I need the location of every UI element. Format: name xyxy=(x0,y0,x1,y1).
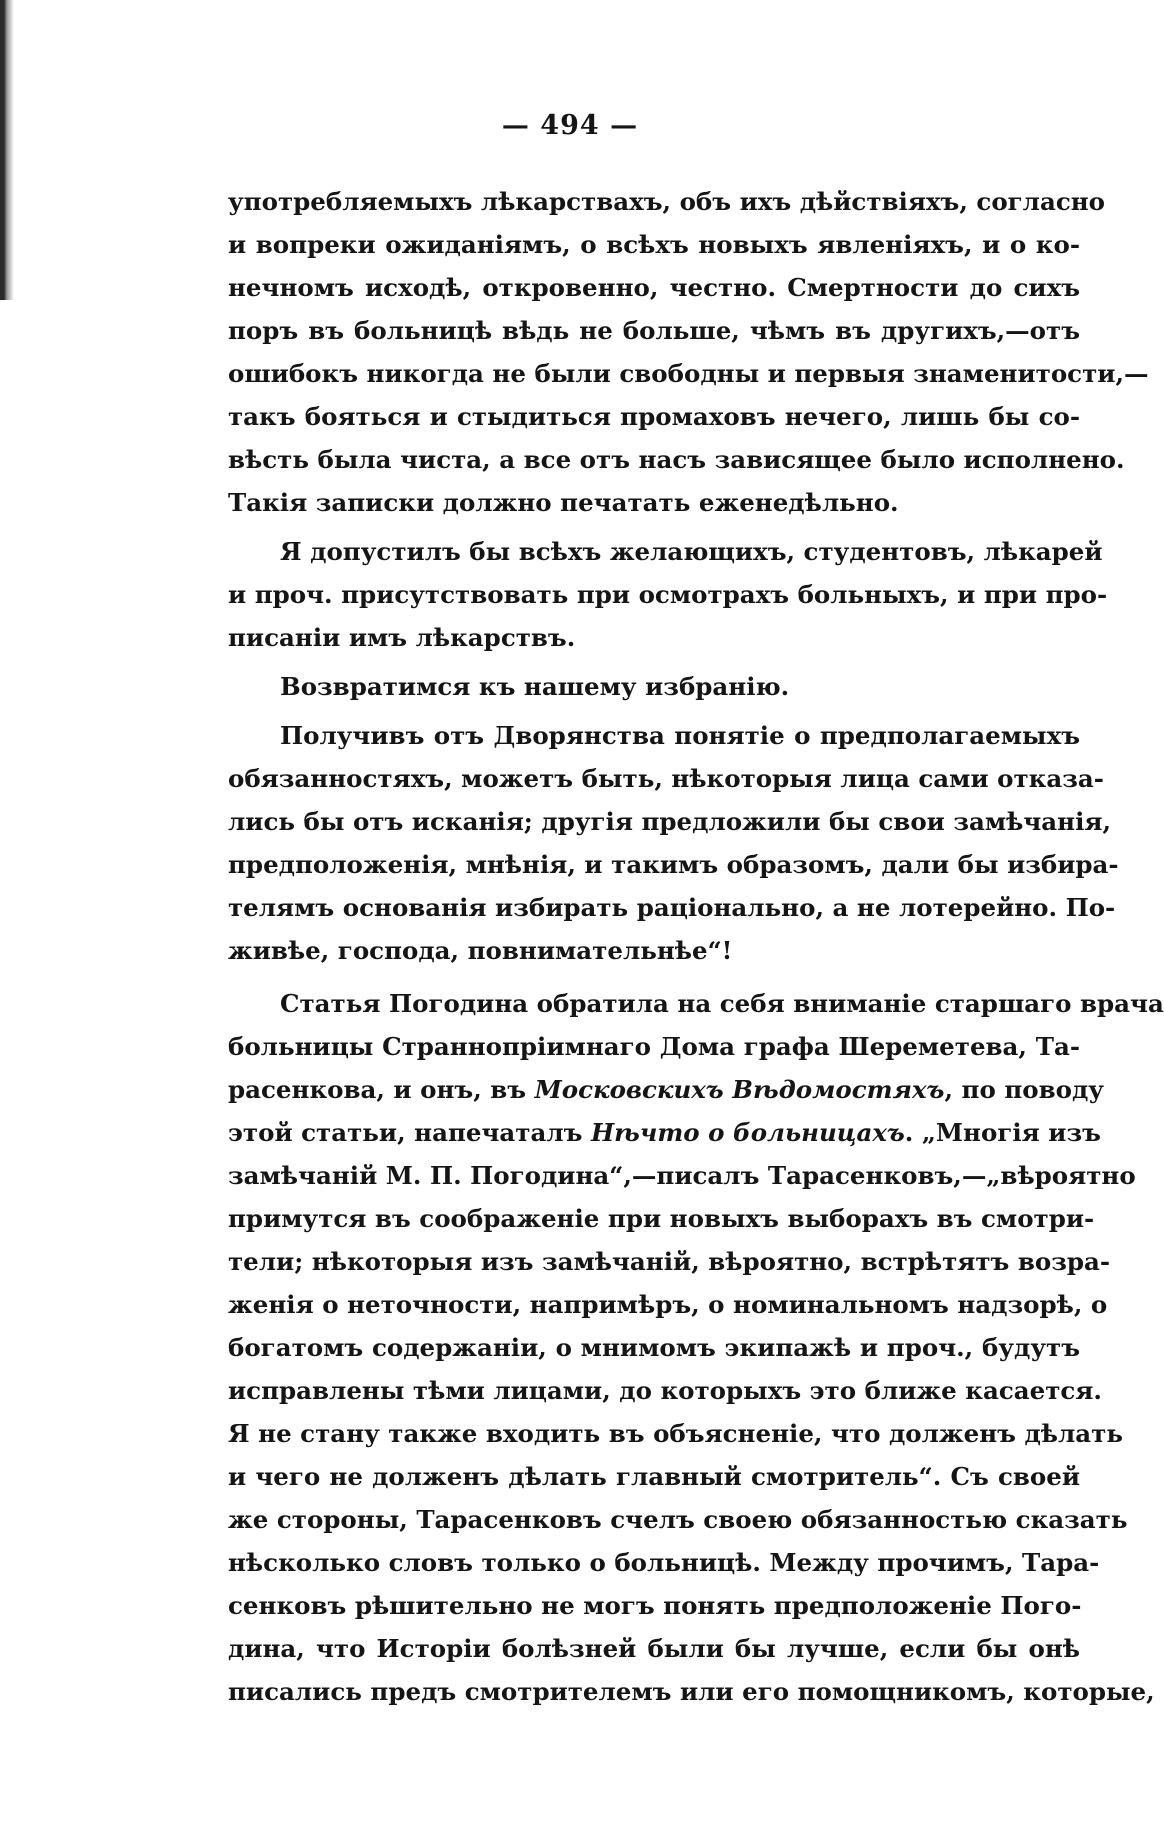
text-line: Статья Погодина обратила на себя вниманіе старшаго врача xyxy=(280,989,1164,1018)
text-line: Я допустилъ бы всѣхъ желающихъ, студентовъ, лѣкарей xyxy=(280,537,1103,566)
page-number: — 494 — xyxy=(501,110,639,141)
text-line: Возвратимся къ нашему избранію. xyxy=(280,672,790,701)
text-line: живѣе, господа, повнимательнѣе“! xyxy=(228,936,733,965)
text-line: обязанностяхъ, можетъ быть, нѣкоторыя лица сами отказа- xyxy=(228,764,1104,793)
text-line: вѣсть была чиста, а все отъ насъ зависящее было исполнено. xyxy=(228,445,1125,474)
text-line: и чего не долженъ дѣлать главный смотритель“. Съ своей xyxy=(228,1462,1080,1491)
text-line: и вопреки ожиданіямъ, о всѣхъ новыхъ явленіяхъ, и о ко- xyxy=(228,230,1080,259)
text-line: нѣсколько словъ только о больницѣ. Между прочимъ, Тара- xyxy=(228,1548,1100,1577)
text-line: поръ въ больницѣ вѣдь не больше, чѣмъ въ другихъ,—отъ xyxy=(228,316,1080,345)
text-line: больницы Страннопріимнаго Дома графа Шереметева, Та- xyxy=(228,1032,1080,1061)
text-line: исправлены тѣми лицами, до которыхъ это ближе касается. xyxy=(228,1376,1102,1405)
text-line: употребляемыхъ лѣкарствахъ, объ ихъ дѣйствіяхъ, согласно xyxy=(228,187,1106,216)
text-line: же стороны, Тарасенковъ счелъ своею обязанностью сказать xyxy=(228,1505,1128,1534)
text-line: богатомъ содержаніи, о мнимомъ экипажѣ и проч., будутъ xyxy=(228,1333,1080,1362)
body-text xyxy=(228,180,1164,1713)
text-line: расенкова, и онъ, въ Московскихъ Вѣдомостяхъ, по поводу xyxy=(228,1075,1104,1104)
text-line: Получивъ отъ Дворянства понятіе о предполагаемыхъ xyxy=(280,721,1080,750)
text-line: дина, что Исторіи болѣзней были бы лучше, если бы онѣ xyxy=(228,1634,1080,1663)
text-line: женія о неточности, напримѣръ, о номинальномъ надзорѣ, о xyxy=(228,1290,1108,1319)
text-line: предположенія, мнѣнія, и такимъ образомъ, дали бы избира- xyxy=(228,850,1119,879)
text-line: Я не стану также входить въ объясненіе, что долженъ дѣлать xyxy=(228,1419,1123,1448)
text-line: этой статьи, напечаталъ Нѣчто о больницахъ. „Многія изъ xyxy=(228,1118,1101,1147)
text-line: такъ бояться и стыдиться промаховъ нечего, лишь бы со- xyxy=(228,402,1080,431)
italic-title: Нѣчто о больницахъ xyxy=(590,1118,905,1147)
text-line: Такія записки должно печатать еженедѣльно. xyxy=(228,488,899,517)
text-line: ошибокъ никогда не были свободны и первыя знаменитости,— xyxy=(228,359,1149,388)
scan-edge-shadow xyxy=(0,0,14,300)
text-line: писаніи имъ лѣкарствъ. xyxy=(228,623,576,652)
text-line: нечномъ исходѣ, откровенно, честно. Смертности до сихъ xyxy=(228,273,1080,302)
text-line: писались предъ смотрителемъ или его помощникомъ, которые, xyxy=(228,1677,1155,1706)
text-line: тели; нѣкоторыя изъ замѣчаній, вѣроятно, встрѣтятъ возра- xyxy=(228,1247,1111,1276)
text-line: телямъ основанія избирать раціонально, а не лотерейно. По- xyxy=(228,893,1116,922)
text-line: сенковъ рѣшительно не могъ понять предположеніе Пого- xyxy=(228,1591,1082,1620)
italic-title: Московскихъ Вѣдомостяхъ xyxy=(534,1075,945,1104)
text-line: примутся въ соображеніе при новыхъ выборахъ въ смотри- xyxy=(228,1204,1095,1233)
text-line: и проч. присутствовать при осмотрахъ больныхъ, и при про- xyxy=(228,580,1108,609)
text-line: замѣчаній М. П. Погодина“,—писалъ Тарасенковъ,—„вѣроятно xyxy=(228,1161,1136,1190)
text-line: лись бы отъ исканія; другія предложили бы свои замѣчанія, xyxy=(228,807,1112,836)
